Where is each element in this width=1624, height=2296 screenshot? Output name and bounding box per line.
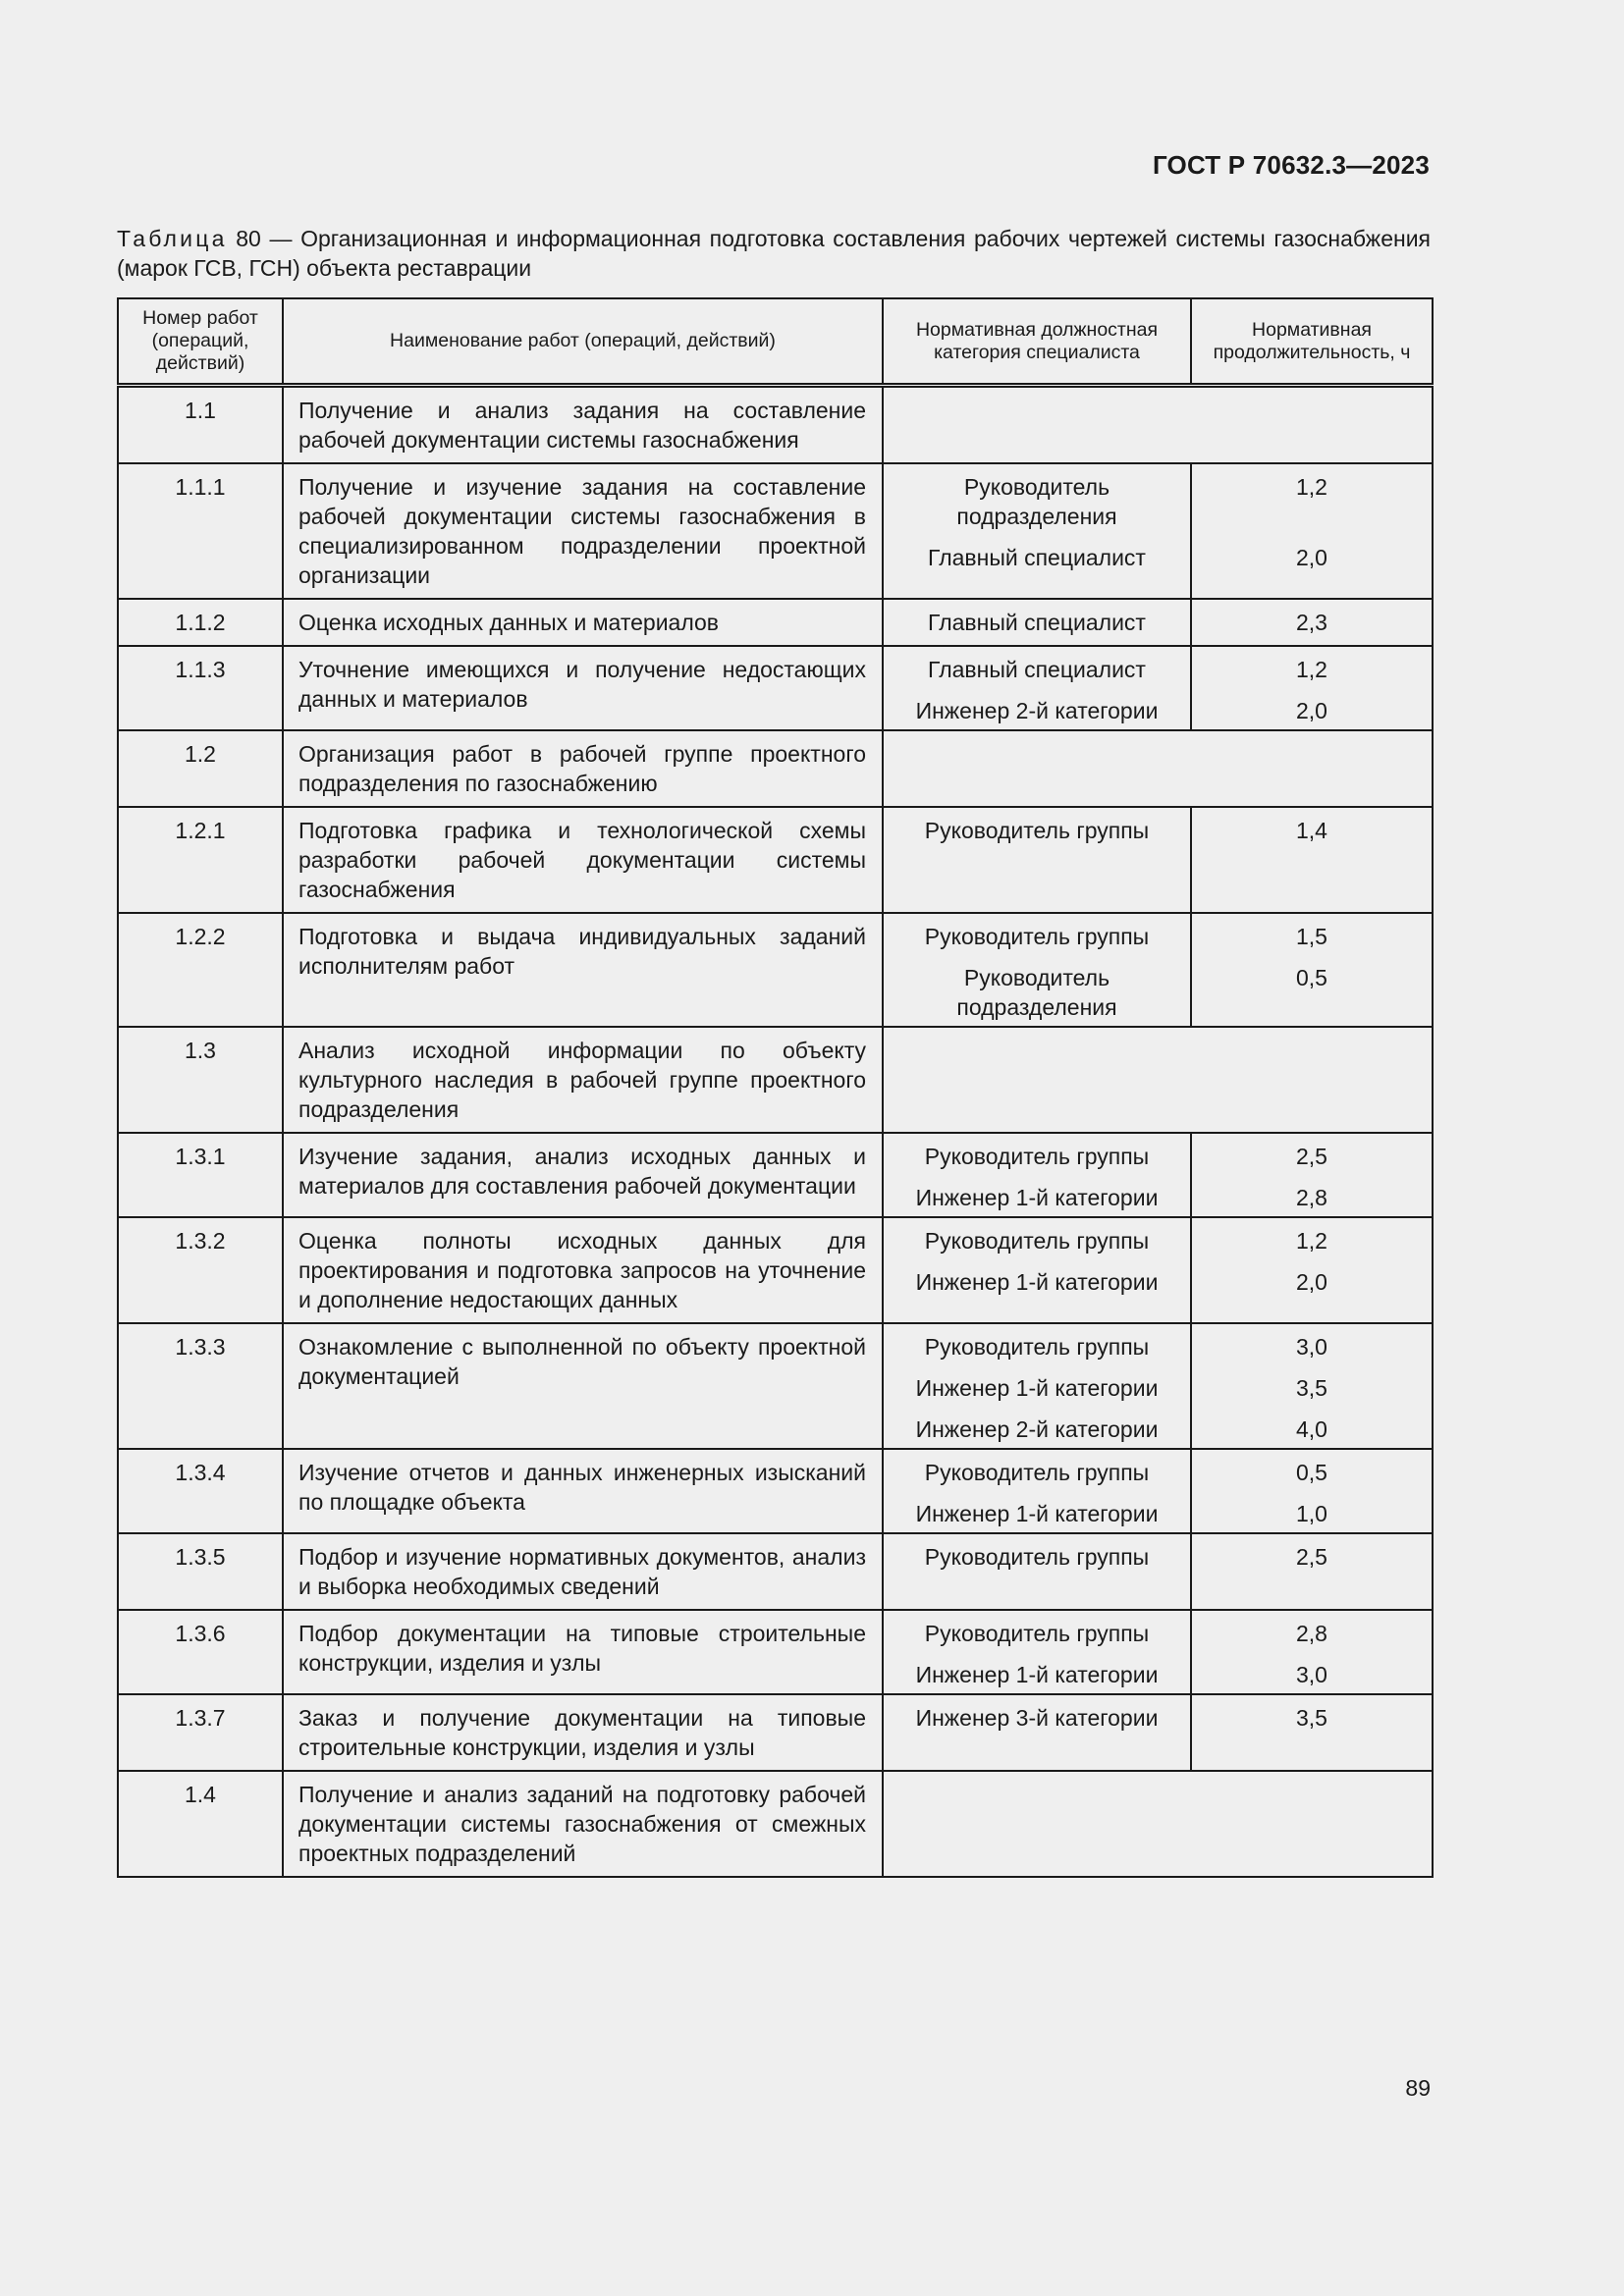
divider-filler-left	[884, 1575, 1192, 1609]
role-hours-pair	[884, 1259, 1432, 1301]
table-row	[118, 1694, 1433, 1771]
role-hours-cell	[883, 646, 1433, 730]
duration-hours: 2,8	[1296, 1621, 1327, 1646]
table-row	[118, 913, 1433, 1027]
role-hours-cell	[883, 1133, 1433, 1217]
work-number: 1.3.3	[118, 1323, 283, 1449]
role-hours-pair	[884, 1450, 1432, 1491]
role-hours-pair	[884, 1218, 1432, 1259]
duration-hours: 1,2	[1296, 474, 1327, 500]
specialist-category: Руководитель группы	[884, 808, 1192, 849]
role-hours-pair	[884, 1534, 1432, 1575]
role-hours-cell	[883, 1610, 1433, 1694]
role-hours-cell	[883, 463, 1433, 599]
divider-filler-right	[1192, 641, 1432, 645]
caption-label: Таблица	[117, 226, 228, 251]
divider-filler	[884, 576, 1432, 598]
table-row	[118, 807, 1433, 913]
role-hours-list	[884, 808, 1432, 912]
role-hours-pair	[884, 1611, 1432, 1652]
page-number: 89	[1405, 2075, 1431, 2101]
role-hours-cell	[883, 730, 1433, 807]
duration-hours: 3,5	[1296, 1705, 1327, 1731]
work-name: Получение и изучение задания на составление рабочей документации системы газоснабжения в специализированном подразделении проектной организации	[283, 463, 883, 599]
role-hours-list	[884, 1218, 1432, 1322]
work-number: 1.1.1	[118, 463, 283, 599]
duration-hours: 1,4	[1296, 818, 1327, 843]
specialist-category: Руководитель группы	[884, 914, 1192, 955]
work-number: 1.1.2	[118, 599, 283, 646]
work-name: Подготовка графика и технологической схемы разработки рабочей документации системы газоснабжения	[283, 807, 883, 913]
duration-hours: 0,5	[1296, 965, 1327, 990]
table-row	[118, 386, 1433, 464]
specialist-category: Руководитель группы	[884, 1450, 1192, 1491]
role-hours-pair	[884, 464, 1432, 535]
divider-filler-right	[1192, 1736, 1432, 1770]
specialist-category: Руководитель группы	[884, 1134, 1192, 1175]
work-name: Оценка полноты исходных данных для проектирования и подготовка запросов на уточнение и дополнение недостающих данных	[283, 1217, 883, 1323]
divider-filler-right	[1192, 1575, 1432, 1609]
role-hours-cell	[883, 807, 1433, 913]
work-name: Ознакомление с выполненной по объекту проектной документацией	[283, 1323, 883, 1449]
duration-hours: 2,8	[1296, 1185, 1327, 1210]
table-row	[118, 1533, 1433, 1610]
works-table	[117, 297, 1434, 1878]
duration-hours: 3,0	[1296, 1334, 1327, 1360]
work-number: 1.3.5	[118, 1533, 283, 1610]
work-name: Организация работ в рабочей группе проектного подразделения по газоснабжению	[283, 730, 883, 807]
duration-hours: 3,5	[1296, 1375, 1327, 1401]
role-hours-pair	[884, 647, 1432, 688]
table-body	[118, 386, 1433, 1878]
header-num: Номер работ (операций, действий)	[118, 298, 283, 386]
role-hours-list	[884, 1695, 1432, 1770]
role-hours-cell	[883, 1323, 1433, 1449]
duration-hours: 3,0	[1296, 1662, 1327, 1687]
table-row	[118, 1133, 1433, 1217]
work-number: 1.3.6	[118, 1610, 283, 1694]
table-row	[118, 1217, 1433, 1323]
duration-hours: 2,0	[1296, 698, 1327, 723]
specialist-category: Руководитель подразделения	[884, 955, 1192, 1026]
specialist-category: Руководитель группы	[884, 1534, 1192, 1575]
work-number: 1.3.4	[118, 1449, 283, 1533]
divider-filler-left	[884, 1301, 1192, 1322]
role-hours-list	[884, 464, 1432, 598]
table-row	[118, 1610, 1433, 1694]
work-name: Изучение отчетов и данных инженерных изысканий по площадке объекта	[283, 1449, 883, 1533]
work-number: 1.2.1	[118, 807, 283, 913]
caption-text: 80 — Организационная и информационная подготовка составления рабочих чертежей системы газоснабжения (марок ГСВ, ГСН) объекта реставрации	[117, 226, 1431, 281]
table-row	[118, 1027, 1433, 1133]
role-hours-pair	[884, 1175, 1432, 1216]
role-hours-pair	[884, 1134, 1432, 1175]
role-hours-list	[884, 647, 1432, 729]
specialist-category: Инженер 3-й категории	[884, 1695, 1192, 1736]
duration-hours: 4,0	[1296, 1416, 1327, 1442]
specialist-category: Инженер 1-й категории	[884, 1259, 1192, 1301]
duration-hours: 2,0	[1296, 1269, 1327, 1295]
specialist-category: Руководитель подразделения	[884, 464, 1192, 535]
work-name: Уточнение имеющихся и получение недостающих данных и материалов	[283, 646, 883, 730]
duration-hours: 1,0	[1296, 1501, 1327, 1526]
role-hours-pair	[884, 1491, 1432, 1532]
divider-filler-right	[1192, 849, 1432, 912]
role-hours-pair	[884, 688, 1432, 729]
work-name: Подбор документации на типовые строительные конструкции, изделия и узлы	[283, 1610, 883, 1694]
role-hours-list	[884, 1611, 1432, 1693]
work-number: 1.3	[118, 1027, 283, 1133]
role-hours-cell	[883, 386, 1433, 464]
role-hours-cell	[883, 1449, 1433, 1533]
work-number: 1.3.2	[118, 1217, 283, 1323]
duration-hours: 2,5	[1296, 1544, 1327, 1570]
work-name: Получение и анализ задания на составление рабочей документации системы газоснабжения	[283, 386, 883, 464]
divider-filler	[884, 1301, 1432, 1322]
role-hours-pair	[884, 1365, 1432, 1407]
table-row	[118, 463, 1433, 599]
specialist-category: Руководитель группы	[884, 1324, 1192, 1365]
role-hours-pair	[884, 955, 1432, 1026]
work-name: Заказ и получение документации на типовые строительные конструкции, изделия и узлы	[283, 1694, 883, 1771]
role-hours-cell	[883, 1217, 1433, 1323]
role-hours-pair	[884, 1324, 1432, 1365]
specialist-category: Руководитель группы	[884, 1218, 1192, 1259]
role-hours-cell	[883, 1533, 1433, 1610]
role-hours-list	[884, 1324, 1432, 1448]
work-number: 1.2.2	[118, 913, 283, 1027]
table-row	[118, 599, 1433, 646]
table-row	[118, 1323, 1433, 1449]
specialist-category: Главный специалист	[884, 535, 1192, 576]
duration-hours: 1,5	[1296, 924, 1327, 949]
work-number: 1.3.1	[118, 1133, 283, 1217]
work-number: 1.1	[118, 386, 283, 464]
table-row	[118, 1771, 1433, 1877]
work-number: 1.1.3	[118, 646, 283, 730]
role-hours-cell	[883, 913, 1433, 1027]
header-role: Нормативная должностная категория специалиста	[883, 298, 1191, 386]
divider-filler	[884, 1736, 1432, 1770]
duration-hours: 2,0	[1296, 545, 1327, 570]
role-hours-list	[884, 914, 1432, 1026]
role-hours-list	[884, 1450, 1432, 1532]
divider-filler-left	[884, 1736, 1192, 1770]
role-hours-pair	[884, 535, 1432, 576]
specialist-category: Главный специалист	[884, 600, 1192, 641]
role-hours-cell	[883, 1694, 1433, 1771]
specialist-category: Инженер 2-й категории	[884, 688, 1192, 729]
role-hours-pair	[884, 600, 1432, 641]
divider-filler-right	[1192, 576, 1432, 598]
divider-filler	[884, 849, 1432, 912]
divider-filler	[884, 1575, 1432, 1609]
table-row	[118, 730, 1433, 807]
divider-filler-right	[1192, 1301, 1432, 1322]
role-hours-pair	[884, 1695, 1432, 1736]
specialist-category: Инженер 1-й категории	[884, 1491, 1192, 1532]
divider-filler	[884, 641, 1432, 645]
work-name: Подбор и изучение нормативных документов, анализ и выборка необходимых сведений	[283, 1533, 883, 1610]
specialist-category: Инженер 2-й категории	[884, 1407, 1192, 1448]
work-number: 1.4	[118, 1771, 283, 1877]
role-hours-pair	[884, 914, 1432, 955]
table-row	[118, 1449, 1433, 1533]
document-code: ГОСТ Р 70632.3—2023	[1152, 150, 1430, 180]
specialist-category: Инженер 1-й категории	[884, 1365, 1192, 1407]
role-hours-list	[884, 1534, 1432, 1609]
duration-hours: 2,5	[1296, 1144, 1327, 1169]
role-hours-list	[884, 600, 1432, 645]
table-row	[118, 646, 1433, 730]
role-hours-pair	[884, 1407, 1432, 1448]
table-header-row	[118, 298, 1433, 386]
header-name: Наименование работ (операций, действий)	[283, 298, 883, 386]
table-caption	[117, 224, 1431, 283]
role-hours-list	[884, 1134, 1432, 1216]
divider-filler-left	[884, 849, 1192, 912]
duration-hours: 2,3	[1296, 610, 1327, 635]
role-hours-pair	[884, 808, 1432, 849]
duration-hours: 1,2	[1296, 1228, 1327, 1254]
role-hours-cell	[883, 599, 1433, 646]
work-name: Изучение задания, анализ исходных данных и материалов для составления рабочей документации	[283, 1133, 883, 1217]
work-name: Получение и анализ заданий на подготовку рабочей документации системы газоснабжения от смежных проектных подразделений	[283, 1771, 883, 1877]
duration-hours: 1,2	[1296, 657, 1327, 682]
work-name: Оценка исходных данных и материалов	[283, 599, 883, 646]
divider-filler-left	[884, 641, 1192, 645]
specialist-category: Главный специалист	[884, 647, 1192, 688]
specialist-category: Инженер 1-й категории	[884, 1652, 1192, 1693]
role-hours-pair	[884, 1652, 1432, 1693]
work-number: 1.3.7	[118, 1694, 283, 1771]
work-name: Подготовка и выдача индивидуальных заданий исполнителям работ	[283, 913, 883, 1027]
specialist-category: Инженер 1-й категории	[884, 1175, 1192, 1216]
work-name: Анализ исходной информации по объекту культурного наследия в рабочей группе проектного подразделения	[283, 1027, 883, 1133]
duration-hours: 0,5	[1296, 1460, 1327, 1485]
role-hours-cell	[883, 1027, 1433, 1133]
header-hours: Нормативная продолжительность, ч	[1191, 298, 1433, 386]
divider-filler-left	[884, 576, 1192, 598]
specialist-category: Руководитель группы	[884, 1611, 1192, 1652]
role-hours-cell	[883, 1771, 1433, 1877]
work-number: 1.2	[118, 730, 283, 807]
